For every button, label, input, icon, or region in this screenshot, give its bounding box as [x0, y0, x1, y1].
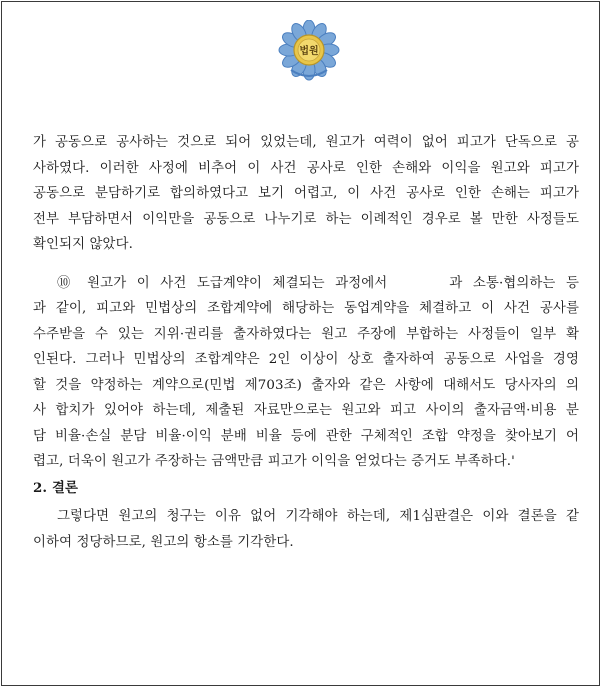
court-emblem-icon	[275, 20, 343, 84]
paragraph2-line: 담 비율·손실 분담 비율·이익 분배 비율 등에 관한 구체적인 조합 약정을 찾아보기 어	[33, 428, 579, 444]
conclusion-heading: 2. 결론	[33, 479, 79, 496]
paragraph2-line: 할 것을 약정하는 계약으로(민법 제703조) 출자와 같은 사항에 대해서도 당사자의 의	[33, 377, 579, 393]
paragraph2-line: 수주받을 수 있는 지위·권리를 출자하였다는 원고 주장에 부합하는 사정들이 일부 확	[33, 326, 579, 342]
paragraph1-line: 전부 부담하면서 이익만을 공동으로 나누기로 하는 이례적인 경우로 볼 만한 사정들도	[33, 211, 579, 227]
paragraph1-line: 사하였다. 이러한 사정에 비추어 이 사건 공사로 인한 손해와 이익을 원고와 피고가	[33, 160, 579, 176]
paragraph2-line: 과 같이, 피고와 민법상의 조합계약에 해당하는 동업계약을 체결하고 이 사건 공사를	[33, 301, 579, 316]
paragraph2-first-line-start: ⑩ 원고가 이 사건 도급계약이 체결되는 과정에서	[57, 275, 388, 291]
paragraph2-line: 사 합치가 있어야 하는데, 제출된 자료만으로는 원고와 피고 사이의 출자금액·비용 분	[33, 403, 579, 418]
emblem-label: 법원	[299, 46, 319, 57]
paragraph1-line: 확인되지 않았다.	[33, 237, 133, 252]
conclusion-line: 그렇다면 원고의 청구는 이유 없어 기각해야 하는데, 제1심판결은 이와 결론을 같	[57, 509, 579, 524]
paragraph2-first-line-end: 과 소통·협의하는 등	[449, 275, 579, 291]
paragraph1-line: 가 공동으로 공사하는 것으로 되어 있었는데, 원고가 여력이 없어 피고가 단독으로 공	[33, 135, 579, 150]
document-body	[33, 130, 579, 555]
conclusion-line: 이하여 정당하므로, 원고의 항소를 기각한다.	[33, 534, 294, 550]
paragraph2-line: 렵고, 더욱이 원고가 주장하는 금액만큼 피고가 이익을 얻었다는 증거도 부족하다.'	[33, 454, 515, 469]
paragraph1-line: 공동으로 분담하기로 합의하였다고 보기 어렵고, 이 사건 공사로 인한 손해는 피고가	[33, 186, 579, 201]
paragraph2-first-line	[33, 271, 579, 297]
paragraph2-line: 인된다. 그러나 민법상의 조합계약은 2인 이상이 상호 출자하여 공동으로 사업을 경영	[33, 352, 579, 367]
